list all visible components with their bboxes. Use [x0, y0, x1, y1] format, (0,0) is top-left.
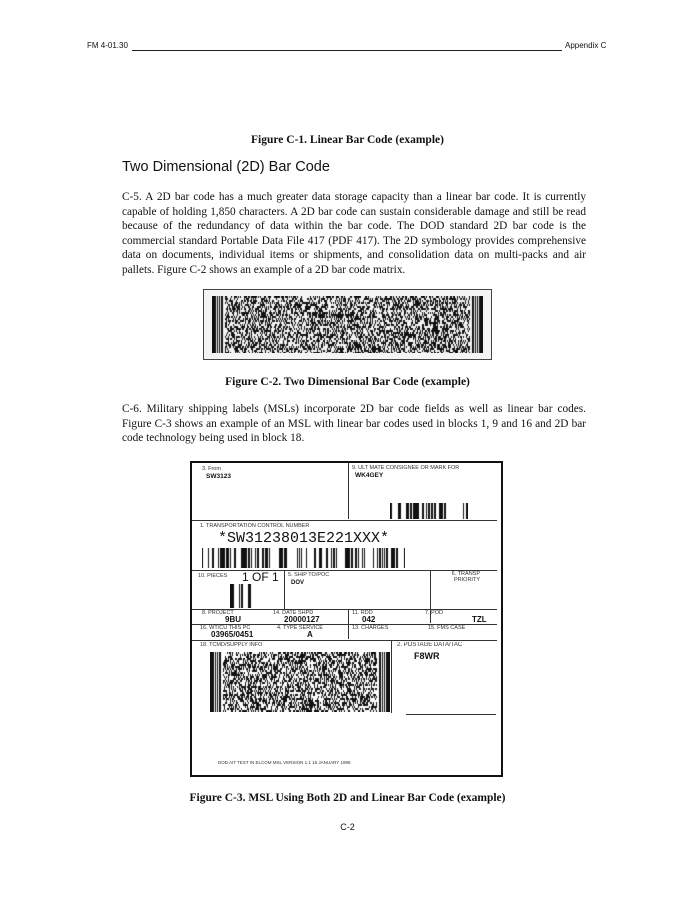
from-label: 3. From	[202, 466, 221, 472]
priority-label: 6. TRANSP PRIORITY	[451, 571, 480, 583]
project-label: 8. PROJECT	[202, 610, 234, 616]
figure-c3-caption: Figure C-3. MSL Using Both 2D and Linear Bar Code (example)	[189, 792, 506, 804]
rdd-value: 042	[362, 615, 376, 624]
pod-value: TZL	[472, 615, 487, 624]
header-right: Appendix C	[565, 41, 607, 50]
paragraph-c6: C-6. Military shipping labels (MSLs) incorporate 2D bar code fields as well as linear bar codes. Figure C-3 shows an example of an MSL with linear bar codes used in blocks 1, 9 and 16 and 2D bar code technology being used in block 18.	[122, 403, 586, 445]
header-rule	[132, 50, 562, 51]
consignee-label: 9. ULT MATE CONSIGNEE OR MARK FOR	[352, 465, 460, 471]
weight-cube-label: 16. WT/CU THIS PC	[200, 625, 251, 631]
shipto-label: 5. SHIP TO/POC	[288, 572, 330, 578]
figure-c2-2d-barcode	[203, 289, 492, 360]
rdd-label: 11. RDD	[352, 610, 373, 616]
pieces-barcode	[230, 584, 252, 608]
section-heading: Two Dimensional (2D) Bar Code	[122, 159, 330, 175]
consignee-value: WK4GEY	[355, 472, 384, 479]
date-label: 14. DATE SHPD	[273, 610, 314, 616]
shipto-value: DOV	[291, 580, 305, 586]
paragraph-c5: C-5. A 2D bar code has a much greater data storage capacity than a linear bar code. It is currently capable of holding 1,850 characters. A 2D bar code can sustain considerable damage and still be read because of the redundancy of data within the bar code. The DOD standard 2D bar code is the commercial standard Portable Data File 417 (PDF 417). The 2D symbology provides comprehensive data on documents, individual items or shipments, and consolidation data on multi-packs and air pallets. Figure C-2 shows an example of a 2D bar code matrix.	[122, 191, 586, 276]
military-shipping-label	[190, 461, 503, 777]
figure-c1-caption: Figure C-1. Linear Bar Code (example)	[251, 134, 444, 146]
service-value: A	[307, 630, 313, 639]
pieces-value: 1 OF 1	[242, 570, 279, 584]
tcmd-2d-barcode	[210, 652, 390, 712]
pieces-label: 10. PIECES	[198, 573, 228, 579]
weight-cube-value: 03965/0451	[211, 630, 254, 639]
pdf417-barcode-image	[212, 296, 483, 353]
header-left: FM 4-01.30	[87, 41, 128, 50]
tcmd-label: 18. TCMD/SUPPLY INFO	[200, 642, 263, 648]
consignee-barcode	[390, 503, 468, 519]
tcn-label: 1. TRANSPORTATION CONTROL NUMBER	[200, 523, 310, 529]
from-value: SW3123	[206, 473, 231, 480]
charges-label: 13. CHARGES	[352, 625, 389, 631]
date-value: 20000127	[284, 615, 320, 624]
postage-value: F8WR	[414, 651, 440, 661]
project-value: 9BU	[225, 615, 242, 624]
page-number: C-2	[340, 822, 355, 832]
label-footer: DOD AIT TEST IN ELCOM MSL VERSION 1.1 16 JANUARY 1998	[218, 760, 351, 765]
fms-case-label: 15. FMS CASE	[428, 625, 466, 631]
postage-label: 2. POSTAGE DATA/TAC	[397, 642, 463, 648]
service-label: 4. TYPE SERVICE	[277, 625, 323, 631]
pod-label: 7. POD	[425, 610, 444, 616]
figure-c2-caption: Figure C-2. Two Dimensional Bar Code (example)	[225, 376, 470, 388]
tcn-barcode	[202, 548, 405, 568]
tcn-value: *SW31238013E221XXX*	[218, 530, 390, 547]
